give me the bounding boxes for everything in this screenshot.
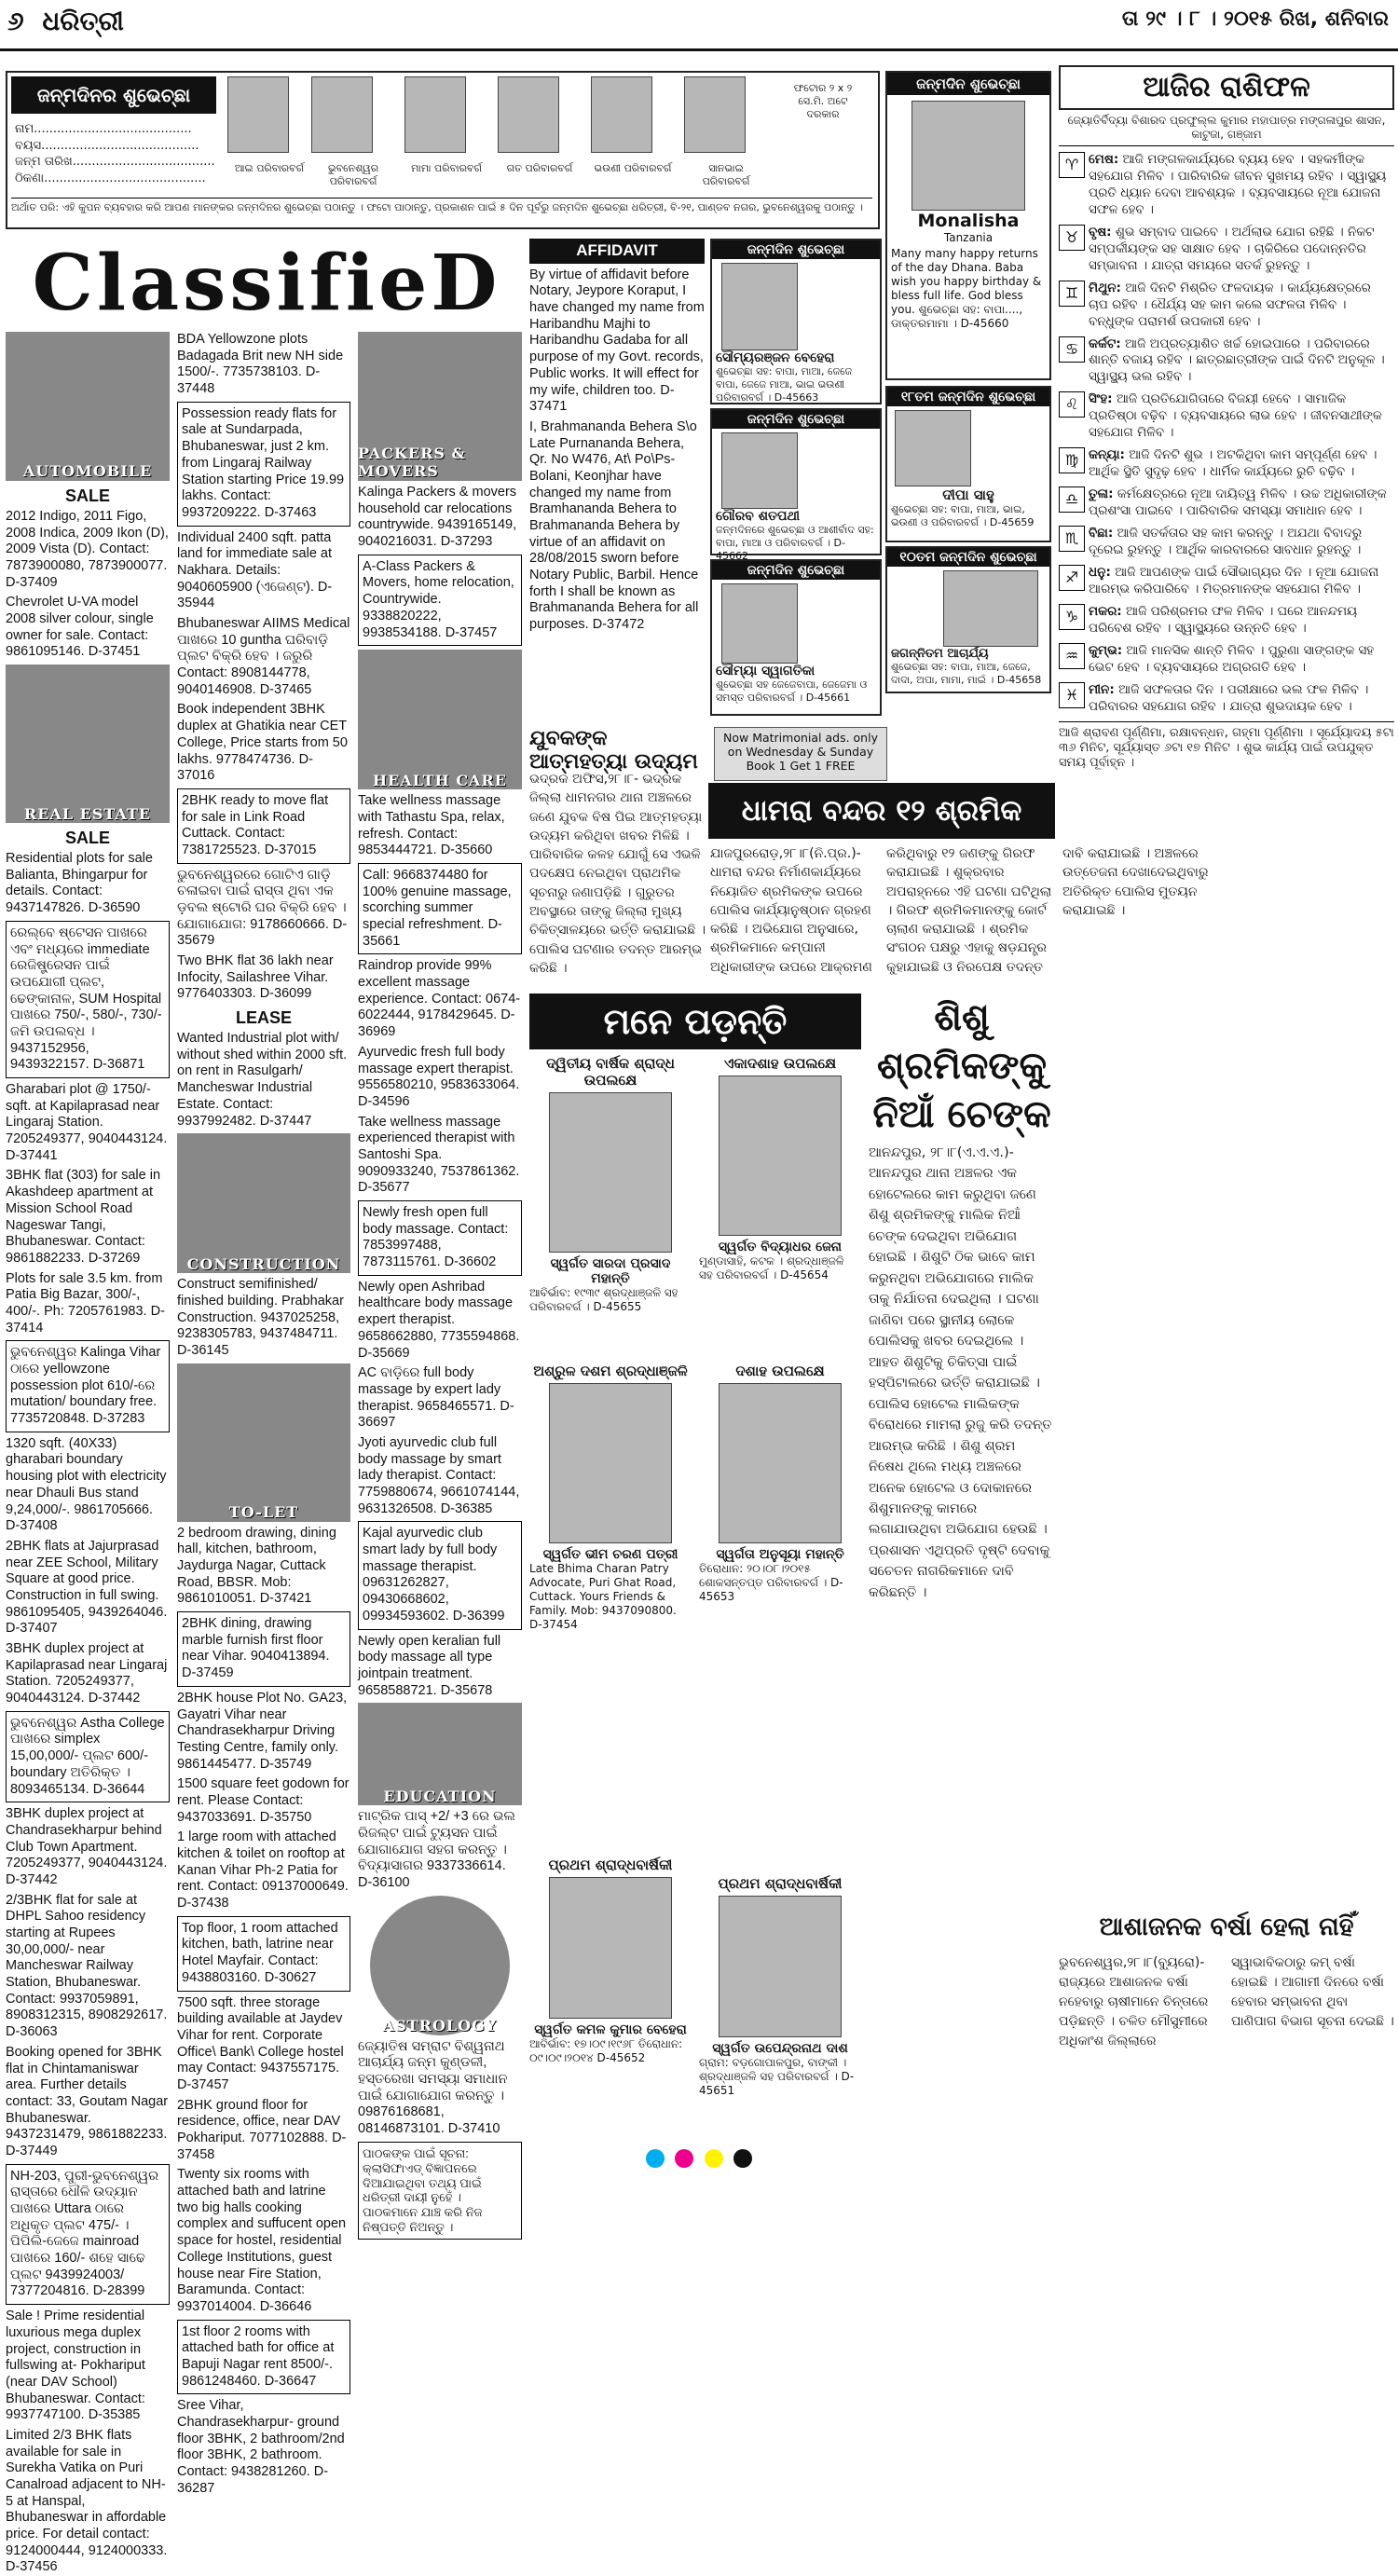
tolet-image: TO-LET (177, 1363, 350, 1522)
memorial-6 (699, 1875, 861, 2098)
real-estate-ad-12: 2/3BHK flat for sale at DHPL Sahoo residency starting at Rupees 30,00,000/- near Mancheswar Railway Station, Bhubaneswar. Contact: 9937059891, 8908312315, 8908292617. D-36063 (6, 1892, 168, 2040)
reader-notice: ପାଠକଙ୍କ ପାଇଁ ସୂଚନା: କ୍ଲାସିଫାଏଡ୍ ବିଜ୍ଞାପନରେ ଦିଆଯାଇଥିବା ତଥ୍ୟ ପାଇଁ ଧରିତ୍ରୀ ଦାୟୀ ନୁହେଁ । ପାଠକମାନେ ଯାଞ୍ଚ କରି ନିଜ ନିଷ୍ପତ୍ତି ନିଅନ୍ତୁ । (358, 2142, 522, 2240)
memorial-title: ଦ୍ୱିତୀୟ ବାର୍ଷିକ ଶ୍ରାଦ୍ଧ ଉପଲକ୍ଷେ (546, 1055, 675, 1089)
zodiac-icon: ♎ (1059, 486, 1085, 513)
construction-ad-1: Construct semifinished/ finished building. Prabhakar Construction. 9437025258, 9238305783, 9437484711. D-36145 (177, 1277, 344, 1358)
tolet-ads (177, 1526, 350, 2498)
tolet-ad-10: 1st floor 2 rooms with attached bath for office at Bapuji Nagar rent 8500/-. 9861248460. D-36647 (177, 2320, 350, 2395)
rashi-body (1089, 486, 1394, 520)
memorial-title: ଅଶ୍ରୁଳ ଦଶମ ଶ୍ରଦ୍ଧାଞ୍ଜଳି (533, 1363, 688, 1379)
education-image: EDUCATION (358, 1703, 522, 1805)
greeting-name: ଦୀପା ସାହୁ (942, 486, 994, 503)
child-photo-6 (684, 76, 746, 153)
real-estate-ad-6: ଭୁବନେଶ୍ୱର Kalinga Vihar ଠାରେ yellowzone possession plot 610/-ରେ mutation/ boundary free. 7735720848. D-37283 (6, 1340, 170, 1432)
real-estate-ad-14: NH-203, ପୁରୀ-ଭୁବନେଶ୍ୱର ରାସ୍ତାରେ ଧୌଳି ଉଦ୍ୟାନ ପାଖରେ Uttara ଠାରେ ଅଧିକୃତ ପ୍ଲଟ 475/- । ପିପିଲି-ଜେଜେ mainroad ପାଖରେ 160/- ଶହେ ସାଢେ ପ୍ଲଟ 9439924003/ 7377204816. D-28399 (6, 2164, 170, 2306)
rashi-sign (1059, 391, 1394, 442)
rashi-sign (1059, 565, 1394, 598)
tolet-ad-6: Top floor, 1 room attached kitchen, bath, latrine near Hotel Mayfair. Contact: 9438803160. D-30627 (177, 1916, 350, 1992)
memorial-5 (529, 1857, 692, 2065)
property-ad-6: 2BHK ready to move flat for sale in Link Road Cuttack. Contact: 7381725523. D-37015 (177, 788, 350, 864)
rashi-text: ଆଜି ଦିନଟି ଶୁଭ । ଅଟକିଥିବା କାମ ସମ୍ପୂର୍ଣ୍ଣ ହେବ । ଆର୍ଥିକ ସ୍ଥିତି ସୁଦୃଢ଼ ହେବ । ଧାର୍ମିକ କାର୍ଯ୍ୟରେ ରୁଚି ବଢ଼ିବ । (1089, 447, 1377, 480)
classified-col-1 (6, 332, 170, 2575)
affidavit-2: I, Brahmananda Behera S\o Late Purnananda Behera, Qr. No W476, At\ Po\Ps- Bolani, Keonjhar have changed my name from Bramhananda Behera to Brahmananda Behera by virtue of an affidavit on 28/08/2015 sworn before Notary Public, Barbil. Hence forth I shall be known as Brahmananda Behera for all purposes. D-37472 (529, 418, 699, 633)
greetings-middle (710, 239, 882, 723)
zodiac-icon: ♍ (1059, 447, 1085, 473)
memorial-text: ମୁଣ୍ଡାସାହି, କଟକ । ଶ୍ରଦ୍ଧାଞ୍ଜଳି ସହ ପରିବାରବର୍ଗ । D-45654 (699, 1254, 844, 1281)
zodiac-icon: ♒ (1059, 643, 1085, 669)
tolet-ad-2: 2BHK dining, drawing marble furnish first floor near Vihar. 9040413894. D-37459 (177, 1611, 350, 1687)
greeting-text: ଶୁଭେଚ୍ଛା ସହ: ବାପା, ମାଆ, ଜେଜେ ବାପା, ଜେଜେ ମାଆ, ଭାଇ ଭଉଣୀ ପରିବାରବର୍ଗ । D-45663 (716, 365, 853, 404)
rashi-body (1089, 281, 1394, 331)
rashi-text: ଆଜି ଅପ୍ରତ୍ୟାଶିତ ଖର୍ଚ୍ଚ ହୋଇପାରେ । ପରିବାରରେ ଶାନ୍ତି ବଜାୟ ରହିବ । ଛାତ୍ରଛାତ୍ରୀଙ୍କ ପାଇଁ ଦିନଟି ଅନୁକୂଳ । ସ୍ୱାସ୍ଥ୍ୟ ଭଲ ରହିବ । (1089, 336, 1385, 385)
rashi-name: ମକର: (1089, 603, 1122, 619)
black-mark (733, 2149, 752, 2168)
property-ad-7: ଭୁବନେଶ୍ୱରରେ ଗୋଟିଏ ଗାଡ଼ି ଚଳାଇବା ପାଇଁ ରାସ୍ତା ଥିବା ଏକ ଡ଼ବଲ ଷ୍ଟୋରି ଘର ବିକ୍ରି ହେବ । ଯୋଗାଯୋଗ: 9178660666. D-35679 (177, 867, 348, 949)
zodiac-icon: ♌ (1059, 391, 1085, 418)
zodiac-icon: ♋ (1059, 336, 1085, 363)
page-header-left (7, 6, 124, 37)
zodiac-icon: ♑ (1059, 604, 1085, 630)
construction-image: CONSTRUCTION (177, 1133, 350, 1273)
property-ad-2: Possession ready flats for sale at Sundarpada, Bhubaneswar, just 2 km. from Lingaraj Railway Station starting Price 19.99 lakhs. Contact: 9937209222. D-37463 (177, 402, 350, 527)
tolet-ad-4: 1500 square feet godown for rent. Please Contact: 9437033691. D-35750 (177, 1776, 350, 1825)
rashi-text: ଆଜି ପରିଶ୍ରମର ଫଳ ମିଳିବ । ଘରେ ଆନନ୍ଦମୟ ପରିବେଶ ରହିବ । ସ୍ୱାସ୍ଥ୍ୟରେ ଉନ୍ନତି ହେବ । (1089, 603, 1358, 636)
real-estate-ad-2: ରେଲ୍ବେ ଷ୍ଟେସନ ପାଖରେ ଏବଂ ମଧ୍ୟରେ immediate ରେଜିଷ୍ଟ୍ରେସନ ପାଇଁ ଉପଯୋଗୀ ପ୍ଲଟ, ଢେଙ୍କାନାଳ, SUM Hospital ପାଖରେ 750/-, 580/-, 730/- ଜମି ଉପଲବ୍ଧ । 9437152956, 9439322157. D-36871 (6, 921, 170, 1078)
news1-headline: ଧାମରା ବନ୍ଦର ୧୨ ଶ୍ରମିକ ଗିରଫ (708, 783, 1055, 839)
lease-ad-1: Wanted Industrial plot with/ without shed within 2000 sft. on rent in Rasulgarh/ Mancheswar Industrial Estate. Contact: 9937992482. D-37447 (177, 1031, 348, 1129)
news3-headline: ଶିଶୁ ଶ୍ରମିକଙ୍କୁ ନିଆଁ ଚେଙ୍କ (872, 996, 1051, 1136)
rashi-text: ଆଜି ପ୍ରତିଯୋଗିତାରେ ବିଜୟୀ ହେବେ । ସାମାଜିକ ପ୍ରତିଷ୍ଠା ବଢ଼ିବ । ବ୍ୟବସାୟରେ ଲାଭ ହେବ । ଜୀବନସାଥୀଙ୍କ ସହଯୋଗ ମିଳିବ । (1089, 391, 1382, 441)
rashi-name: ମୀନ: (1089, 681, 1115, 697)
lease-heading: LEASE (235, 1008, 292, 1028)
property-ad-5: Book independent 3BHK duplex at Ghatikia near CET College, Price starts from 50 lakhs. 9778474736. D-37016 (177, 702, 348, 784)
memorial-title: ଦଶାହ ଉପଲକ୍ଷେ (735, 1363, 825, 1379)
greeting-text: ଜନ୍ମଦିନରେ ଶୁଭେଚ୍ଛା ଓ ଆଶୀର୍ବାଦ ସହ: ବାପା, ମାଆ ଓ ପରିବାରବର୍ଗ । D-45662 (716, 524, 874, 562)
coupon-fields (15, 121, 220, 186)
rashi-sign (1059, 281, 1394, 331)
greeting-text: ଶୁଭେଚ୍ଛା ସହ: ବାପା, ମାଆ, ଭାଇ, ଭଉଣୀ ଓ ପରିବାରବର୍ଗ । D-45659 (891, 503, 1035, 528)
real-estate-image: REAL ESTATE (6, 665, 170, 823)
memorial-1 (529, 1055, 692, 1314)
rashi-body (1089, 565, 1394, 598)
sale-heading-2: SALE (64, 829, 110, 848)
matrimonial-note: Now Matrimonial ads. only on Wednesday & Sunday Book 1 Get 1 FREE (714, 727, 887, 781)
affidavit-title: AFFIDAVIT (529, 239, 705, 264)
rashi-sign (1059, 152, 1394, 219)
header-rule (0, 48, 1398, 51)
coupon-field-dob: ଜନ୍ମ ତାରିଖ..................................... (15, 155, 215, 170)
memorial-text: Late Bhima Charan Patry Advocate, Puri Ghat Road, Cuttack. Yours Friends & Family. Mob: 9437090800. D-37454 (529, 1562, 677, 1631)
memorial-text: ଆବିର୍ଭାବ: ୧୭।୦୯।୧୯୬୮ ତିରୋଧାନ: ୦୯।୦୯।୨୦୧୪ D-45652 (529, 2037, 683, 2064)
health-ad-1: Take wellness massage with Tathastu Spa, relax, refresh. Contact: 9853444721. D-35660 (358, 793, 505, 858)
rashi-name: ମିଥୁନ: (1089, 280, 1121, 295)
news3-body: ଆନନ୍ଦପୁର, ୨୮।୮(ଏ.ଏ.ଏ.)- ଆନନ୍ଦପୁର ଥାନା ଅଞ୍ଚଳର ଏକ ହୋଟେଲରେ କାମ କରୁଥିବା ଜଣେ ଶିଶୁ ଶ୍ରମିକଙ୍କୁ ମାଲିକ ନିଆଁ ଚେଙ୍କ ଦେଇଥିବା ଅଭିଯୋଗ ହୋଇଛି । ଶିଶୁଟି ଠିକ ଭାବେ କାମ କରୁନଥିବା ଅଭିଯୋଗରେ ମାଲିକ ତାକୁ ନିର୍ଯାତନା ଦେଇଥିଲା । ଘଟଣା ଜାଣିବା ପରେ ସ୍ଥାନୀୟ ଲୋକେ ପୋଲିସକୁ ଖବର ଦେଇଥିଲେ । ଆହତ ଶିଶୁଟିକୁ ଚିକିତ୍ସା ପାଇଁ ହସ୍ପିଟାଲରେ ଭର୍ତ୍ତି କରାଯାଇଛି । ପୋଲିସ ହୋଟେଲ ମାଲିକଙ୍କ ବିରୋଧରେ ମାମଲା ରୁଜୁ କରି ତଦନ୍ତ ଆରମ୍ଭ କରିଛି । ଶିଶୁ ଶ୍ରମ ନିଷେଧ ଥିଲେ ମଧ୍ୟ ଅଞ୍ଚଳରେ ଅନେକ ହୋଟେଲ ଓ ଦୋକାନରେ ଶିଶୁମାନଙ୍କୁ କାମରେ ଲଗାଯାଉଥିବା ଅଭିଯୋଗ ହେଉଛି । ପ୍ରଶାସନ ଏଥିପ୍ରତି ଦୃଷ୍ଟି ଦେବାକୁ ସଚେତନ ନାଗରିକମାନେ ଦାବି କରିଛନ୍ତି । (869, 1145, 1052, 1600)
caption-3: ମାମା ପରିବାରବର୍ଗ (411, 162, 482, 174)
rashi-name: ସିଂହ: (1089, 391, 1113, 407)
news4-body: ଭୁବନେଶ୍ୱର,୨୮।୮(ବ୍ୟୁରୋ)- ରାଜ୍ୟରେ ଆଶାଜନକ ବର୍ଷା ନହେବାରୁ ଚାଷୀମାନେ ଚିନ୍ତାରେ ପଡ଼ିଛନ୍ତି । ଚଳିତ ମୌସୁମୀରେ ଅଧିକାଂଶ ଜିଲ୍ଲାରେ ସ୍ୱାଭାବିକଠାରୁ କମ୍ ବର୍ଷା ହୋଇଛି । ଆଗାମୀ ଦିନରେ ବର୍ଷା ହେବାର ସମ୍ଭାବନା ଥିବା ପାଣିପାଗ ବିଭାଗ ସୂଚନା ଦେଇଛି । (1059, 1955, 1394, 2048)
health-ad-8: AC ବାଡ଼ିରେ full body massage by expert lady therapist. 9658465571. D-36697 (358, 1365, 514, 1431)
tolet-ad-11: Sree Vihar, Chandrasekharpur- ground floor 3BHK, 2 bathroom/2nd floor 3BHK, 2 bathroom. Contact: 9438281260. D-36287 (177, 2398, 345, 2496)
health-ad-10: Kajal ayurvedic club smart lady by full body massage therapist. 09631262827, 09430668602, 09934593602. D-36399 (358, 1521, 522, 1629)
child-photo-2 (311, 76, 373, 153)
tolet-ad-9: Twenty six rooms with attached bath and latrine two big halls cooking complex and suffucent open space for hostel, residential College Institutions, guest house near Fire Station, Baramunda. Contact: 9937014004. D-36646 (177, 2167, 347, 2314)
rashi-text: ଆଜି ମଙ୍ଗଳକାର୍ଯ୍ୟରେ ବ୍ୟୟ ହେବ । ସହକର୍ମୀଙ୍କ ସହଯୋଗ ମିଳିବ । ପାରିବାରିକ ଜୀବନ ସୁଖମୟ ରହିବ । ସ୍ୱାସ୍ଥ୍ୟ ପ୍ରତି ଧ୍ୟାନ ଦେବା ଆବଶ୍ୟକ । ବ୍ୟବସାୟରେ ନୂଆ ଯୋଜନା ସଫଳ ହେବ । (1089, 152, 1387, 217)
zodiac-icon: ♐ (1059, 565, 1085, 591)
greeting-name: ଗୌରବ ଶତପଥୀ (716, 509, 801, 524)
real-estate-ad-4: 3BHK flat (303) for sale in Akashdeep apartment at Mission School Road Nageswar Tangi, Bhubaneswar. Contact: 9861882233. D-37269 (6, 1168, 161, 1266)
health-ad-9: Jyoti ayurvedic club full body massage by smart lady therapist. Contact: 7759880674, 9661074144, 9631326508. D-36385 (358, 1434, 520, 1516)
magenta-mark (675, 2149, 693, 2168)
auto-ad-1: 2012 Indigo, 2011 Figo, 2008 Indica, 2009 Ikon (D), 2009 Vista (D). Contact: 7873900080, 7873900077. D-37409 (6, 508, 169, 590)
coupon-field-address: ଠିକଣା.......................................... (15, 171, 206, 185)
packers-ad-1: Kalinga Packers & movers household car relocations countrywide. 9439165149, 9040216031. D-37293 (358, 485, 517, 550)
memorial-photo (549, 1092, 672, 1253)
memorial-grid (529, 1055, 861, 2173)
memorial-photo (719, 1076, 842, 1236)
rashi-text: ଆଜି ମାନସିକ ଶାନ୍ତି ମିଳିବ । ପୁରୁଣା ସାଙ୍ଗଙ୍କ ସହ ଭେଟ ହେବ । ବ୍ୟବସାୟରେ ଅଗ୍ରଗତି ହେବ । (1089, 642, 1375, 675)
greeting-title: ଜନ୍ମଦିନ ଶୁଭେଚ୍ଛା (712, 240, 880, 259)
astrology-ad: ଜ୍ୟୋତିଷ ସମ୍ରାଟ ବିଶ୍ୱନାଥ ଆଚାର୍ଯ୍ୟ ଜନ୍ମ କୁଣ୍ଡଳୀ, ହସ୍ତରେଖା ସମସ୍ୟା ସମାଧାନ ପାଇଁ ଯୋଗାଯୋଗ କରନ୍ତୁ । 09876168681, 08146873101. D-37410 (358, 2038, 508, 2137)
rashi-name: କନ୍ୟା: (1089, 447, 1125, 463)
real-estate-ads (6, 851, 170, 2576)
coupon-field-name: ନାମ......................................... (15, 122, 192, 136)
news2-body: ଭଦ୍ରକ ଅଫିସ,୨୮।୮- ଭଦ୍ରକ ଜିଲ୍ଲା ଧାମନଗର ଥାନା ଅଞ୍ଚଳରେ ଜଣେ ଯୁବକ ବିଷ ପିଇ ଆତ୍ମହତ୍ୟା ଉଦ୍ୟମ କରିଥିବା ଖବର ମିଳିଛି । ପାରିବାରିକ କଳହ ଯୋଗୁଁ ସେ ଏଭଳି ପଦକ୍ଷେପ ନେଇଥିବା ପ୍ରାଥମିକ ସୂଚନାରୁ ଜଣାପଡ଼ିଛି । ଗୁରୁତର ଅବସ୍ଥାରେ ତାଙ୍କୁ ଜିଲ୍ଲା ମୁଖ୍ୟ ଚିକିତ୍ସାଳୟରେ ଭର୍ତ୍ତି କରାଯାଇଛି । ପୋଲିସ ଘଟଣାର ତଦନ୍ତ ଆରମ୍ଭ କରିଛି । (529, 772, 706, 976)
birthday-coupon (6, 71, 880, 229)
coupon-footer: ଅର୍ଥାତ ପରି: ଏହି କୁପନ ବ୍ୟବହାର କରି ଆପଣ ମାନଙ୍କର ଜନ୍ମଦିନର ଶୁଭେଚ୍ଛା ପଠାନ୍ତୁ । ଫଟୋ ପାଠାନ୍ତୁ, ପ୍ରକାଶନ ପାଇଁ ୫ ଦିନ ପୂର୍ବରୁ ଜନ୍ମଦିନ ଶୁଭେଚ୍ଛା ଧରିତ୍ରୀ, ବି-୨୧, ପାଣ୍ଡବ ନଗର, ଭୁବନେଶ୍ୱରକୁ ପଠାନ୍ତୁ । (11, 198, 872, 214)
greeting-jagannitam (885, 546, 1051, 693)
memorial-header: ମନେ ପଡ଼ନ୍ତି (529, 993, 861, 1049)
greeting-photo (721, 583, 798, 664)
masthead-logo: ଧରିତ୍ରୀ (42, 6, 124, 36)
rashi-sign (1059, 526, 1394, 559)
greeting-photo (911, 101, 1025, 211)
rashi-name: ବିଛା: (1089, 526, 1114, 541)
real-estate-ad-9: 3BHK duplex project at Kapilaprasad near Lingaraj Station. 7205249377, 9040443124. D-37442 (6, 1641, 168, 1706)
coupon-field-age: ବୟସ......................................... (15, 138, 199, 153)
rashifala-almanac: ଆଜି ଶ୍ରାବଣ ପୂର୍ଣ୍ଣିମା, ରକ୍ଷାବନ୍ଧନ, ଗହ୍ମା ପୂର୍ଣ୍ଣିମା । ସୂର୍ଯ୍ୟୋଦୟ ୫ଟା ୩୬ ମିନିଟ, ସୂର୍ଯ୍ୟାସ୍ତ ୬ଟା ୧୭ ମିନିଟ । ଶୁଭ କାର୍ଯ୍ୟ ପାଇଁ ଉପଯୁକ୍ତ ସମୟ ପୂର୍ବାହ୍ନ । (1059, 721, 1394, 772)
coupon-title: ଜନ୍ମଦିନର ଶୁଭେଚ୍ଛା (11, 76, 216, 114)
rashi-body (1089, 643, 1394, 677)
rashi-body (1089, 447, 1394, 481)
registration-marks (0, 2149, 1398, 2172)
rashifala-astrologer: ଜ୍ୟୋତିର୍ବିଦ୍ୟା ବିଶାରଦ ପ୍ରଫୁଲ୍ଲ କୁମାର ମହାପାତ୍ର ମଙ୍ଗଳାପୁର ଶାସନ, କାଟୁଜା, ଗଞ୍ଜାମ (1059, 110, 1394, 146)
greeting-photo (943, 570, 1038, 647)
zodiac-icon: ♈ (1059, 152, 1085, 178)
affidavit-column (529, 239, 705, 723)
tolet-ad-8: 2BHK ground floor for residence, office, near DAV Pokhariput. 7077102888. D-37458 (177, 2097, 347, 2162)
health-ad-5: Take wellness massage experienced therapist with Santoshi Spa. 9090933240, 7537861362. D-35677 (358, 1114, 520, 1196)
greeting-title: ୧୮ତମ ଜନ୍ମଦିନ ଶୁଭେଚ୍ଛା (887, 388, 1049, 406)
health-ads (358, 793, 522, 1699)
memorial-text: ତିରୋଧାନ: ୨୦।୦୮।୨୦୧୫ ଶୋକସନ୍ତପ୍ତ ପରିବାରବର୍ଗ । D-45653 (699, 1562, 843, 1603)
memorial-2 (699, 1055, 861, 1282)
classified-col-3 (358, 332, 522, 2235)
rashifala-signs (1059, 152, 1394, 716)
child-photo-1 (227, 76, 289, 153)
rashi-text: ଆଜି ସତର୍କତାର ସହ କାମ କରନ୍ତୁ । ଅଯଥା ବିବାଦରୁ ଦୂରେଇ ରୁହନ୍ତୁ । ଆର୍ଥିକ କାରବାରରେ ସାବଧାନ ରୁହନ୍ତୁ । (1089, 526, 1363, 558)
packers-ads (358, 485, 522, 646)
memorial-name: ସ୍ୱର୍ଗତ ଉପେନ୍ଦ୍ରନାଥ ଦାଶ (712, 2041, 848, 2056)
greeting-soumya-ranjan (710, 239, 882, 404)
memorial-name: ସ୍ୱର୍ଗତ ସାରଦା ପ୍ରସାଦ ମହାନ୍ତି (550, 1256, 671, 1286)
greeting-photo (721, 432, 798, 509)
health-ad-2: Call: 9668374480 for 100% genuine massage, scorching summer special refreshment. D-35661 (358, 863, 522, 954)
child-photo-5 (591, 76, 652, 153)
memorial-text: ଗ୍ରାମ: ବଡ଼ଗୋପାଳପୁର, ବାଙ୍କୀ । ଶ୍ରଦ୍ଧାଞ୍ଜଳି ସହ ପରିବାରବର୍ଗ । D-45651 (699, 2056, 855, 2097)
rashifala-column (1059, 65, 1394, 1906)
rashi-sign (1059, 447, 1394, 481)
news1-body: ଯାଜପୁରରୋଡ଼,୨୮।୮(ନି.ପ୍ର.)- ଧାମରା ବନ୍ଦର ନିର୍ମାଣକାର୍ଯ୍ୟରେ ନିୟୋଜିତ ଶ୍ରମିକଙ୍କ ଉପରେ ପୋଲିସ କାର୍ଯ୍ୟାନୁଷ୍ଠାନ ଗ୍ରହଣ କରିଛି । ଅଭିଯୋଗ ଅନୁସାରେ, ଶ୍ରମିକମାନେ କମ୍ପାନୀ ଅଧିକାରୀଙ୍କ ଉପରେ ଆକ୍ରମଣ କରିଥିବାରୁ ୧୨ ଜଣଙ୍କୁ ଗିରଫ କରାଯାଇଛି । ଶୁକ୍ରବାର ଅପରାହ୍ନରେ ଏହି ଘଟଣା ଘଟିଥିଲା । ଗିରଫ ଶ୍ରମିକମାନଙ୍କୁ କୋର୍ଟ ଚାଲାଣ କରାଯାଇଛି । ଶ୍ରମିକ ସଂଗଠନ ପକ୍ଷରୁ ଏହାକୁ ଷଡ଼ଯନ୍ତ୍ର କୁହାଯାଇଛି ଓ ନିରପେକ୍ଷ ତଦନ୍ତ ଦାବି କରାଯାଇଛି । ଅଞ୍ଚଳରେ ଉତ୍ତେଜନା ଦେଖାଦେଇଥିବାରୁ ଅତିରିକ୍ତ ପୋଲିସ ମୁତୟନ କରାଯାଇଛି । (710, 846, 1209, 975)
greeting-text: ଶୁଭେଚ୍ଛା ସହ: ବାପା, ମାଆ, ଜେଜେ, ଦାଦା, ଅପା, ମାମା, ମାଇଁ । D-45658 (891, 661, 1042, 686)
tolet-ad-5: 1 large room with attached kitchen & toilet on rooftop at Kanan Vihar Ph-2 Patia for rent. Contact: 09137000649. D-37438 (177, 1829, 349, 1911)
health-ad-4: Ayurvedic fresh full body massage expert therapist. 9556580210, 9583633064. D-34596 (358, 1044, 520, 1109)
memorial-photo (719, 1896, 842, 2037)
greeting-soumya-swagatika (710, 559, 882, 716)
greeting-place: Tanzania (943, 231, 994, 244)
memorial-photo (549, 1383, 672, 1543)
rashi-sign (1059, 604, 1394, 637)
col2-ads (177, 332, 350, 1003)
rashi-sign (1059, 336, 1394, 387)
health-ad-6: Newly fresh open full body massage. Contact: 7853997488, 7873115761. D-36602 (358, 1200, 522, 1276)
auto-ad-2: Chevrolet U-VA model 2008 silver colour, single owner for sale. Contact: 9861095146. D-37451 (6, 595, 154, 660)
memorial-photo (549, 1877, 672, 2019)
page-date: ତା ୨୯ । ୮ । ୨୦୧୫ ରିଖ, ଶନିବାର (1121, 7, 1389, 31)
property-ad-8: Two BHK flat 36 lakh near Infocity, Sailashree Vihar. 9776403303. D-36099 (177, 953, 334, 1002)
health-ad-11: Newly open keralian full body massage all type jointpain treatment. 9658588721. D-35678 (358, 1633, 501, 1698)
memorial-title: ପ୍ରଥମ ଶ୍ରାଦ୍ଧବାର୍ଷିକୀ (718, 1875, 843, 1892)
zodiac-icon: ♊ (1059, 281, 1085, 307)
real-estate-ad-11: 3BHK duplex project at Chandrasekharpur behind Club Town Apartment. 7205249377, 9040443124. D-37442 (6, 1806, 168, 1887)
rashi-text: ଆଜି ସଫଳତାର ଦିନ । ପରୀକ୍ଷାରେ ଭଲ ଫଳ ମିଳିବ । ପରିବାରର ସହଯୋଗ ରହିବ । ଯାତ୍ରା ଶୁଭଦାୟକ ହେବ । (1089, 681, 1369, 714)
zodiac-icon: ♏ (1059, 526, 1085, 552)
news4-headline: ଆଶାଜନକ ବର୍ଷା ହେଲା ନାହିଁ (1099, 1912, 1354, 1941)
greeting-title: ୧୦ତମ ଜନ୍ମଦିନ ଶୁଭେଚ୍ଛା (887, 548, 1049, 567)
memorial-name: ସ୍ୱର୍ଗତା ଅନୁସୂୟା ମହାନ୍ତି (716, 1547, 844, 1562)
real-estate-ad-7: 1320 sqft. (40X33) gharabari boundary housing plot with electricity near Dhauli Bus stand 9,24,000/-. 9861705666. D-37408 (6, 1435, 167, 1534)
rashi-sign (1059, 486, 1394, 520)
rashi-name: ତୁଳା: (1089, 486, 1114, 502)
caption-4: ଗତ ପରିବାରବର୍ଗ (506, 162, 573, 174)
tolet-ad-3: 2BHK house Plot No. GA23, Gayatri Vihar near Chandrasekharpur Driving Testing Centre, family only. 9861445477. D-35749 (177, 1690, 348, 1772)
rashi-name: ମେଷ: (1089, 152, 1119, 167)
rashi-body (1089, 526, 1394, 559)
caption-5: ଭଉଣୀ ପରିବାରବର୍ଗ (594, 162, 672, 174)
automobile-image: AUTOMOBILE (6, 332, 170, 481)
memorial-name: ସ୍ୱର୍ଗତ କମଳ କୁମାର ବେହେରା (534, 2022, 687, 2037)
child-photo-4 (498, 76, 559, 153)
caption-1: ଆଇ ପରିବାରବର୍ଗ (234, 162, 305, 174)
greeting-name: Monalisha (917, 211, 1020, 231)
property-ad-3: Individual 2400 sqft. patta land for immediate sale at Nakhara. Details: 9040605900 (ଏଜେଣ୍ଟ). D-35944 (177, 529, 333, 611)
tolet-ad-1: 2 bedroom drawing, dining hall, kitchen, bathroom, Jaydurga Nagar, Cuttack Road, BBSR. Mob: 9861010051. D-37421 (177, 1525, 336, 1607)
rashi-name: ଧନୁ: (1089, 564, 1111, 580)
greeting-title: ଜନ୍ମଦିନ ଶୁଭେଚ୍ଛା (712, 410, 880, 429)
real-estate-ad-1: Residential plots for sale Balianta, Bhingarpur for details. Contact: 9437147826. D-36590 (6, 851, 153, 916)
memorial-text: ଆବିର୍ଭାବ: ୧୯୩୯ ଶ୍ରଦ୍ଧାଞ୍ଜଳି ସହ ପରିବାରବର୍ଗ । D-45655 (529, 1286, 678, 1313)
packers-image: PACKERS & MOVERS (358, 332, 522, 481)
astrology-image: ASTROLOGY (370, 1896, 510, 2035)
greeting-deepa (885, 386, 1051, 542)
real-estate-ad-15: Sale ! Prime residential luxurious mega duplex project, construction in fullswing at- Pokhariput (near DAV School) Bhubaneswar. Contact: 9937747100. D-35385 (6, 2309, 145, 2423)
memorial-photo (719, 1383, 842, 1543)
memorial-name: ସ୍ୱର୍ଗତ ଭୀମ ଚରଣ ପତ୍ରୀ (542, 1547, 678, 1562)
memorial-3 (529, 1363, 692, 1632)
rashi-text: କର୍ମକ୍ଷେତ୍ରରେ ନୂଆ ଦାୟିତ୍ୱ ମିଳିବ । ଉଚ୍ଚ ଅଧିକାରୀଙ୍କ ପ୍ରଶଂସା ପାଇବେ । ପାରିବାରିକ ସମସ୍ୟା ସମାଧାନ ହେବ । (1089, 486, 1387, 519)
affidavit-1: By virtue of affidavit before Notary, Jeypore Koraput, I have changed my name from Haribandhu Majhi to Haribandhu Gadaba for all purpose of my Govt. records, Public works. It will effect for my wife, children too. D-37471 (529, 267, 705, 415)
rashi-sign (1059, 225, 1394, 275)
greeting-title: ଜନ୍ମଦିନ ଶୁଭେଚ୍ଛା (712, 561, 880, 580)
caption-2: ଭୁବନେଶ୍ୱର ପରିବାରବର୍ଗ (327, 162, 379, 187)
greeting-name: ସୌମ୍ୟା ସ୍ୱାଗତିକା (716, 664, 816, 678)
memorial-name: ସ୍ୱର୍ଗତ ବିଦ୍ୟାଧର ଜେନା (718, 1240, 843, 1254)
real-estate-ad-10: ଭୁବନେଶ୍ୱର Astha College ପାଖରେ simplex 15,00,000/- ପ୍ଲଟ 600/- boundary ଅତିରିକ୍ତ । 8093465134. D-36644 (6, 1711, 170, 1802)
greeting-photo (895, 410, 971, 486)
child-photo-3 (404, 76, 466, 153)
rashi-name: କର୍କଟ: (1089, 336, 1121, 351)
rashi-name: କୁମ୍ଭ: (1089, 642, 1123, 658)
rashifala-title: ଆଜିର ରାଶିଫଳ (1059, 65, 1394, 110)
tolet-ad-7: 7500 sqft. three storage building available at Jaydev Vihar for rent. Corporate Office\ Bank\ College hostel may Contact: 9437557175. D-37457 (177, 1994, 344, 2092)
rashi-sign (1059, 643, 1394, 677)
greeting-title: ଜନ୍ମଦିନ ଶୁଭେଚ୍ଛା (887, 73, 1049, 95)
page-number: ୬ (7, 6, 24, 36)
classified-col-2 (177, 332, 350, 2496)
real-estate-ad-13: Booking opened for 3BHK flat in Chintamaniswar area. Further details contact: 33, Goutam Nagar Bhubaneswar. 9437231479, 9861882233. D-37449 (6, 2044, 169, 2158)
health-ad-7: Newly open Ashribad healthcare body massage expert therapist. 9658662880, 7735594868. D-35669 (358, 1279, 520, 1361)
rashi-text: ଆଜି ଆପଣଙ୍କ ପାଇଁ ସୌଭାଗ୍ୟର ଦିନ । ନୂଆ ଯୋଜନା ଆରମ୍ଭ କରିପାରିବେ । ମିତ୍ରମାନଙ୍କ ସହଯୋଗ ମିଳିବ । (1089, 564, 1379, 596)
caption-6: ସାନଭାଇ ପରିବାରବର୍ଗ (702, 162, 750, 187)
classified-title: ClassifieD (32, 239, 501, 328)
cyan-mark (646, 2149, 665, 2168)
real-estate-ad-8: 2BHK flats at Jajurprasad near ZEE School, Military Square at good price. Construction in full swing. 9861095405, 9439264046. D-37407 (6, 1538, 168, 1637)
health-image: HEALTH CARE (358, 650, 522, 789)
rashi-body (1089, 682, 1394, 716)
real-estate-ad-16: Limited 2/3 BHK flats available for sale in Surekha Vatika on Puri Canalroad adjacent to NH-5 at Hanspal, Bhubaneswar in affordable price. For detail contact: 9124000444, 9124000333. D-37456 (6, 2427, 168, 2575)
rashi-body (1089, 391, 1394, 442)
coupon-size-note: ଫଟୋର ୨ x ୨ ସେ.ମି. ଅଟେ ଦରକାର (793, 82, 853, 120)
packers-ad-2: A-Class Packers & Movers, home relocation, Countrywide. 9338820222, 9938534188. D-37457 (358, 555, 522, 646)
memorial-4 (699, 1363, 861, 1604)
greeting-name: ସୌମ୍ୟରଞ୍ଜନ ବେହେରା (716, 350, 835, 365)
greeting-photo (721, 263, 798, 350)
news2-headline: ଯୁବକଙ୍କ ଆତ୍ମହତ୍ୟା ଉଦ୍ୟମ (529, 727, 698, 774)
rashi-body (1089, 336, 1394, 387)
greeting-text: ଶୁଭେଚ୍ଛା ସହ ଜେଜେବାପା, ଜେଜେମା ଓ ସମସ୍ତ ପରିବାରବର୍ଗ । D-45661 (716, 678, 868, 704)
rashi-sign (1059, 682, 1394, 716)
greeting-gourab (710, 408, 882, 562)
sale-heading: SALE (64, 486, 110, 505)
greetings-right (885, 386, 1051, 768)
rashi-body (1089, 152, 1394, 219)
memorial-title: ଏକାଦଶାହ ଉପଲକ୍ଷେ (723, 1055, 837, 1072)
rashi-body (1089, 604, 1394, 637)
health-ad-3: Raindrop provide 99% excellent massage experience. Contact: 0674-6022444, 9178429645. D-36969 (358, 958, 521, 1040)
real-estate-ad-5: Plots for sale 3.5 km. from Patia Big Bazar, 300/-, 400/-. Ph: 7205761983. D-37414 (6, 1270, 165, 1336)
rashi-name: ବୃଷ: (1089, 224, 1112, 240)
zodiac-icon: ♉ (1059, 225, 1085, 251)
real-estate-ad-3: Gharabari plot @ 1750/- sqft. at Kapilaprasad near Lingaraj Station. 7205249377, 9040443124. D-37441 (6, 1082, 168, 1163)
greeting-name: ଜଗନ୍ନିତମ ଆଚାର୍ଯ୍ୟ (891, 647, 989, 661)
yellow-mark (705, 2149, 723, 2168)
rashi-text: ଆଜି ଦିନଟି ମିଶ୍ରିତ ଫଳଦାୟକ । କାର୍ଯ୍ୟକ୍ଷେତ୍ରରେ ଚାପ ରହିବ । ଧୈର୍ଯ୍ୟ ସହ କାମ କଲେ ସଫଳତା ମିଳିବ । ବନ୍ଧୁଙ୍କ ପରାମର୍ଶ ଉପକାରୀ ହେବ । (1089, 280, 1371, 329)
zodiac-icon: ♓ (1059, 682, 1085, 708)
property-ad-1: BDA Yellowzone plots Badagada Brit new NH side 1500/-. 7735738103. D-37448 (177, 332, 344, 397)
greeting-text: Many many happy returns of the day Dhana. Baba wish you happy birthday & bless full life. God bless you. ଶୁଭେଚ୍ଛା ସହ: ବାପା...., ଡାକ୍ତରମାମା । D-45660 (891, 247, 1042, 330)
rashi-text: ଶୁଭ ସମ୍ବାଦ ପାଇବେ । ଅର୍ଥଲାଭ ଯୋଗ ରହିଛି । ନିକଟ ସମ୍ପର୍କୀୟଙ୍କ ସହ ସାକ୍ଷାତ ହେବ । ଚାକିରିରେ ପଦୋନ୍ନତିର ସମ୍ଭାବନା । ଯାତ୍ରା ସମୟରେ ସତର୍କ ରୁହନ୍ତୁ । (1089, 224, 1375, 273)
rashi-body (1089, 225, 1394, 275)
property-ad-4: Bhubaneswar AIIMS Medical ପାଖରେ 10 guntha ଘରିବାଡ଼ି ପ୍ଲଟ ବିକ୍ରି ହେବ । ଜରୁରି Contact: 8908144778, 9040146908. D-37465 (177, 616, 350, 697)
greeting-monalisha (885, 71, 1051, 380)
memorial-title: ପ୍ରଥମ ଶ୍ରାଦ୍ଧବାର୍ଷିକୀ (548, 1857, 673, 1873)
education-ad: ମାଟ୍ରିକ ପାସ୍ +2/ +3 ରେ ଭଲ ରିଜଲ୍ଟ ପାଇଁ ଟ୍ୟୁସନ ପାଇଁ ଯୋଗାଯୋଗ ସହଗ କରନ୍ତୁ । ବିଦ୍ୟାସାଗର 9337336614. D-36100 (358, 1809, 516, 1890)
